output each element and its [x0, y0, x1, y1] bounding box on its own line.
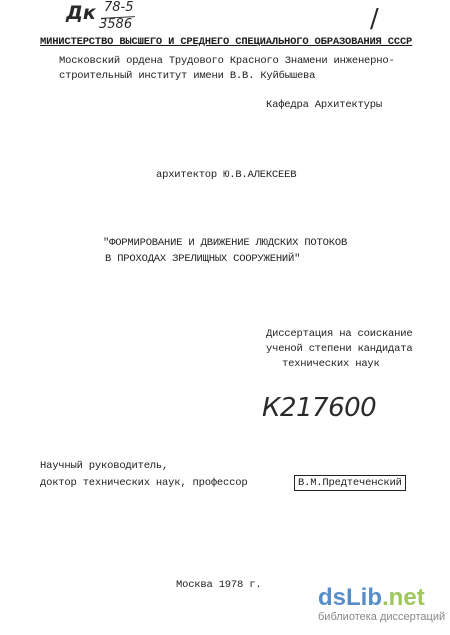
library-inventory-number: К217600 [262, 393, 377, 423]
thesis-title-line-2: В ПРОХОДАХ ЗРЕЛИЩНЫХ СООРУЖЕНИЙ" [105, 253, 301, 265]
dslib-logo-ds: ds [318, 584, 347, 611]
department-label: Кафедра Архитектуры [266, 99, 382, 111]
supervisor-name: В.М.Предтеченский [294, 475, 406, 491]
supervisor-role: Научный руководитель, [40, 460, 169, 472]
dissertation-line-1: Диссертация на соискание [266, 328, 413, 340]
archive-code-letters: Дк [66, 2, 96, 24]
dissertation-line-2: ученой степени кандидата [266, 343, 413, 355]
thesis-title-line-1: "ФОРМИРОВАНИЕ И ДВИЖЕНИЕ ЛЮДСКИХ ПОТОКОВ [103, 237, 348, 249]
dslib-watermark [318, 584, 446, 623]
ministry-heading: МИНИСТЕРСТВО ВЫСШЕГО И СРЕДНЕГО СПЕЦИАЛЬНОГО ОБРАЗОВАНИЯ СССР [40, 36, 413, 48]
archive-number-top [104, 0, 134, 15]
author-name: архитектор Ю.В.АЛЕКСЕЕВ [156, 169, 297, 181]
slash-mark-text: / [370, 4, 379, 34]
handwritten-slash-mark [370, 4, 379, 34]
dissertation-line-3: технических наук [282, 358, 380, 370]
dslib-logo [318, 586, 440, 610]
supervisor-degree: доктор технических наук, профессор [40, 477, 248, 489]
place-and-year: Москва 1978 г. [176, 579, 262, 591]
archive-number-bottom-text: 3586 [99, 17, 133, 32]
archive-number-top-text: 78-5 [104, 0, 134, 15]
dslib-logo-lib: Lib [346, 584, 383, 611]
archive-number-bottom [99, 17, 132, 32]
institute-line-1: Московский ордена Трудового Красного Знамени инженерно- [59, 55, 395, 67]
dslib-tagline: библиотека диссертаций [318, 611, 446, 623]
dslib-logo-net: .net [382, 584, 425, 611]
archive-code [66, 2, 96, 24]
institute-line-2: строительный институт имени В.В. Куйбышева [59, 70, 316, 82]
